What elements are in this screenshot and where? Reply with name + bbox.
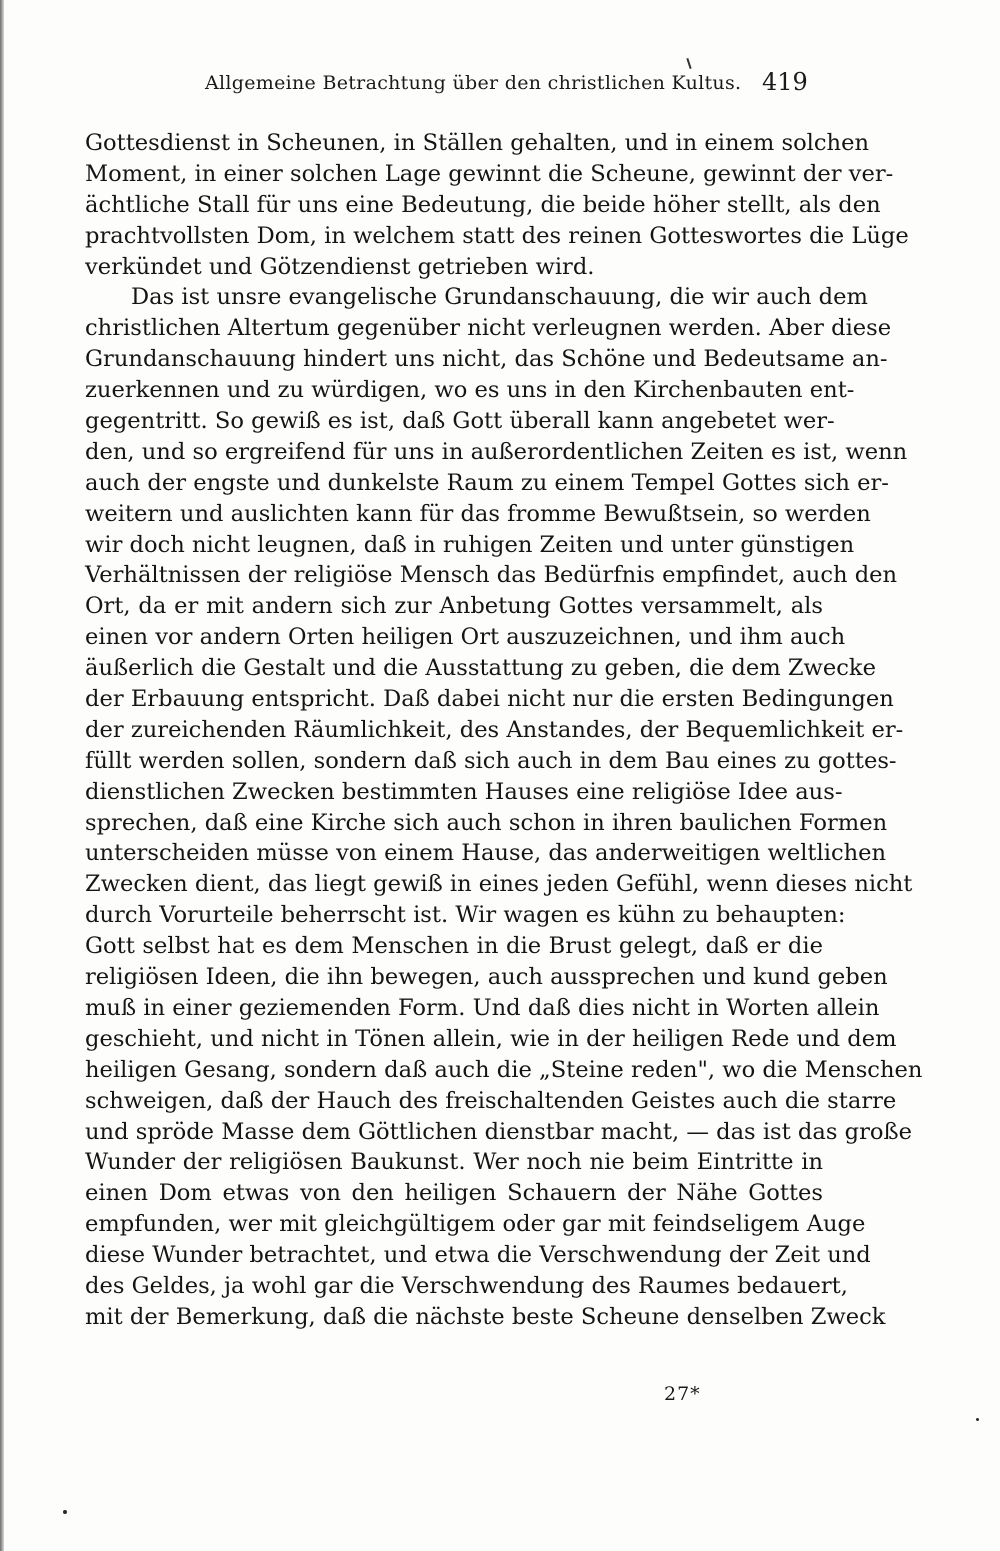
running-title: Allgemeine Betrachtung über den christlichen Kultus. [205, 72, 742, 94]
text-line: dienstlichen Zwecken bestimmten Hauses eine religiöse Idee aus- [85, 778, 843, 805]
signature-mark: 27* [664, 1383, 701, 1405]
text-line: christlichen Altertum gegenüber nicht verleugnen werden. Aber diese [85, 315, 892, 342]
text-line: Verhältnissen der religiöse Mensch das Bedürfnis empfindet, auch den [85, 562, 898, 589]
page-edge-shadow [0, 0, 4, 1551]
text-line: Gott selbst hat es dem Menschen in die Brust gelegt, daß er die [85, 933, 823, 960]
text-line: religiösen Ideen, die ihn bewegen, auch aussprechen und kund geben [85, 964, 888, 991]
text-line: Ort, da er mit andern sich zur Anbetung Gottes versammelt, als [85, 593, 823, 620]
text-line: prachtvollsten Dom, in welchem statt des reinen Gotteswortes die Lüge [85, 222, 909, 249]
text-line: füllt werden sollen, sondern daß sich auch in dem Bau eines zu gottes- [85, 747, 897, 774]
text-line: empfunden, wer mit gleichgültigem oder gar mit feindseligem Auge [85, 1211, 866, 1238]
text-line: durch Vorurteile beherrscht ist. Wir wagen es kühn zu behaupten: [85, 902, 846, 929]
ink-speck [976, 1418, 979, 1421]
text-line: sprechen, daß eine Kirche sich auch schon in ihren baulichen Formen [85, 809, 888, 836]
text-line: zuerkennen und zu würdigen, wo es uns in den Kirchenbauten ent- [85, 377, 855, 404]
text-line: weitern und auslichten kann für das fromme Bewußtsein, so werden [85, 500, 871, 527]
text-line: Das ist unsre evangelische Grundanschauung, die wir auch dem [131, 284, 868, 311]
text-line: einen vor andern Orten heiligen Ort auszuzeichnen, und ihm auch [85, 624, 846, 651]
text-line: heiligen Gesang, sondern daß auch die „Steine reden", wo die Menschen [85, 1056, 923, 1083]
text-line: der Erbauung entspricht. Daß dabei nicht nur die ersten Bedingungen [85, 686, 894, 713]
text-line: Gottesdienst in Scheunen, in Ställen gehalten, und in einem solchen [85, 130, 870, 156]
text-line: unterscheiden müsse von einem Hause, das anderweitigen weltlichen [85, 840, 887, 867]
text-line: einen Dom etwas von den heiligen Schauern der Nähe Gottes [85, 1180, 823, 1207]
text-line: gegentritt. So gewiß es ist, daß Gott überall kann angebetet wer- [85, 408, 835, 435]
text-line: der zureichenden Räumlichkeit, des Anstandes, der Bequemlichkeit er- [85, 716, 904, 743]
text-line: Grundanschauung hindert uns nicht, das Schöne und Bedeutsame an- [85, 346, 888, 373]
text-line: Wunder der religiösen Baukunst. Wer noch nie beim Eintritte in [85, 1149, 823, 1176]
text-line: und spröde Masse dem Göttlichen dienstbar macht, — das ist das große [85, 1118, 912, 1145]
text-line: mit der Bemerkung, daß die nächste beste Scheune denselben Zweck [85, 1303, 886, 1330]
text-line: den, und so ergreifend für uns in außerordentlichen Zeiten es ist, wenn [85, 438, 908, 465]
text-line: Zwecken dient, das liegt gewiß in eines jeden Gefühl, wenn dieses nicht [85, 871, 913, 898]
ink-speck [63, 1510, 67, 1514]
text-line: geschieht, und nicht in Tönen allein, wie in der heiligen Rede und dem [85, 1025, 897, 1052]
text-line: schweigen, daß der Hauch des freischaltenden Geistes auch die starre [85, 1087, 897, 1114]
text-line: wir doch nicht leugnen, daß in ruhigen Zeiten und unter günstigen [85, 531, 855, 558]
ink-mark [686, 58, 691, 69]
body-text [85, 128, 923, 1333]
text-line: muß in einer geziemenden Form. Und daß dies nicht in Worten allein [85, 994, 880, 1021]
page-number: 419 [762, 68, 808, 96]
text-line: auch der engste und dunkelste Raum zu einem Tempel Gottes sich er- [85, 469, 889, 496]
text-line: äußerlich die Gestalt und die Ausstattung zu geben, die dem Zwecke [85, 655, 876, 682]
text-line: Moment, in einer solchen Lage gewinnt die Scheune, gewinnt der ver- [85, 160, 894, 187]
text-line: diese Wunder betrachtet, und etwa die Verschwendung der Zeit und [85, 1242, 871, 1269]
text-line: ächtliche Stall für uns eine Bedeutung, die beide höher stellt, als den [85, 191, 881, 218]
text-line: verkündet und Götzendienst getrieben wird. [85, 253, 595, 280]
text-line: des Geldes, ja wohl gar die Verschwendung des Raumes bedauert, [85, 1272, 848, 1299]
